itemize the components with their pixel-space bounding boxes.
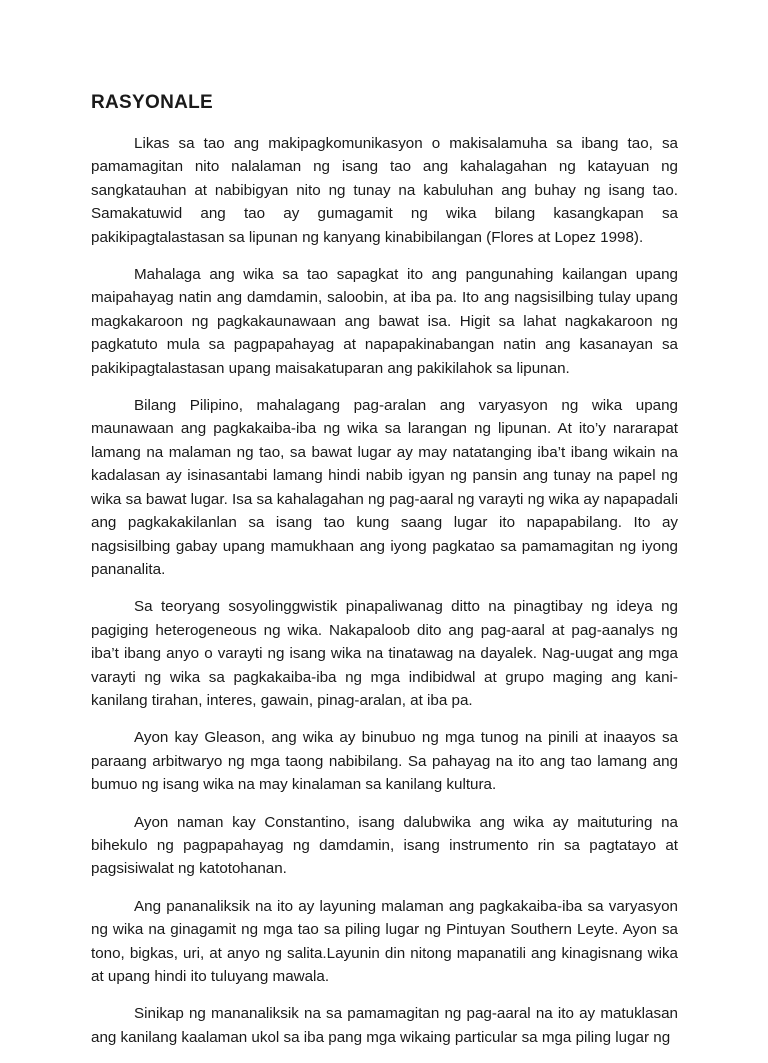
paragraph-5: Ayon kay Gleason, ang wika ay binubuo ng mga tunog na pinili at inaayos sa paraang arbitwaryo ng mga taong nabibilang. Sa pahayag na ito ang tao lamang ang bumuo ng isang wika na may kinalaman sa kanilang kultura. [91, 729, 678, 794]
paragraph-1: Likas sa tao ang makipagkomunikasyon o makisalamuha sa ibang tao, sa pamamagitan nito nalalaman ng isang tao ang kahalagahan ng katayuan ng sangkatauhan at nabibigyan nito ng tunay na kabuluhan ang buhay ng isang tao. Samakatuwid ang tao ay gumagamit ng wika bilang kasangkapan sa pakikipagtalastasan sa lipunan ng kanyang kinabibilangan (Flores at Lopez 1998). [91, 135, 678, 246]
paragraph-8: Sinikap ng mananaliksik na sa pamamagitan ng pag-aaral na ito ay matuklasan ang kanilang kaalaman ukol sa iba pang mga wikaing particular sa mga piling lugar ng [91, 1005, 678, 1046]
paragraph-6: Ayon naman kay Constantino, isang dalubwika ang wika ay maituturing na bihekulo ng pagpapahayag ng damdamin, isang instrumento rin sa pagtatayo at pagsisiwalat ng katotohanan. [91, 813, 678, 878]
document-title: RASYONALE [91, 92, 213, 113]
paragraph-2: Mahalaga ang wika sa tao sapagkat ito ang pangunahing kailangan upang maipahayag natin ang damdamin, saloobin, at iba pa. Ito ang nagsisilbing tulay upang magkakaroon ng pagkakaunawaan ang bawat isa. Higit sa lahat nagkakaroon ng pagkatuto mula sa pagpapahayag at napapakinabangan natin ang kasanayan sa pakikipagtalastasan upang maisakatuparan ang pakikilahok sa lipunan. [91, 266, 678, 377]
document-page [91, 90, 678, 1063]
paragraph-3: Bilang Pilipino, mahalagang pag-aralan ang varyasyon ng wika upang maunawaan ang pagkakaiba-iba ng wika sa larangan ng lipunan. At ito’y nararapat lamang na malaman ng tao, sa bawat lugar ay may natatanging iba’t ibang wikain na kadalasan ay isinasantabi lamang hindi nabib igyan ng pansin ang tunay na papel ng wika sa bawat lugar. Isa sa kahalagahan ng pag-aaral ng varayti ng wika ay napapadali ang pagkakakilanlan sa isang tao kung saang lugar ito napapabilang. Ito ay nagsisilbing gabay upang mamukhaan ang iyong pagkatao sa pamamagitan ng iyong pananalita. [91, 397, 678, 578]
paragraph-4: Sa teoryang sosyolinggwistik pinapaliwanag ditto na pinagtibay ng ideya ng pagiging heterogeneous ng wika. Nakapaloob dito ang pag-aaral at pag-aanalys ng iba’t ibang anyo o varayti ng isang wika na tinatawag na dayalek. Nag-uugat ang mga varayti ng wika sa pagkakaiba-iba ng mga indibidwal at grupo maging ang kani-kanilang tirahan, interes, gawain, pinag-aralan, at iba pa. [91, 598, 678, 709]
paragraph-7: Ang pananaliksik na ito ay layuning malaman ang pagkakaiba-iba sa varyasyon ng wika na ginagamit ng mga tao sa piling lugar ng Pintuyan Southern Leyte. Ayon sa tono, bigkas, uri, at anyo ng salita.Layunin din nitong mapanatili ang kinagisnang wika at upang hindi ito tuluyang mawala. [91, 897, 678, 985]
